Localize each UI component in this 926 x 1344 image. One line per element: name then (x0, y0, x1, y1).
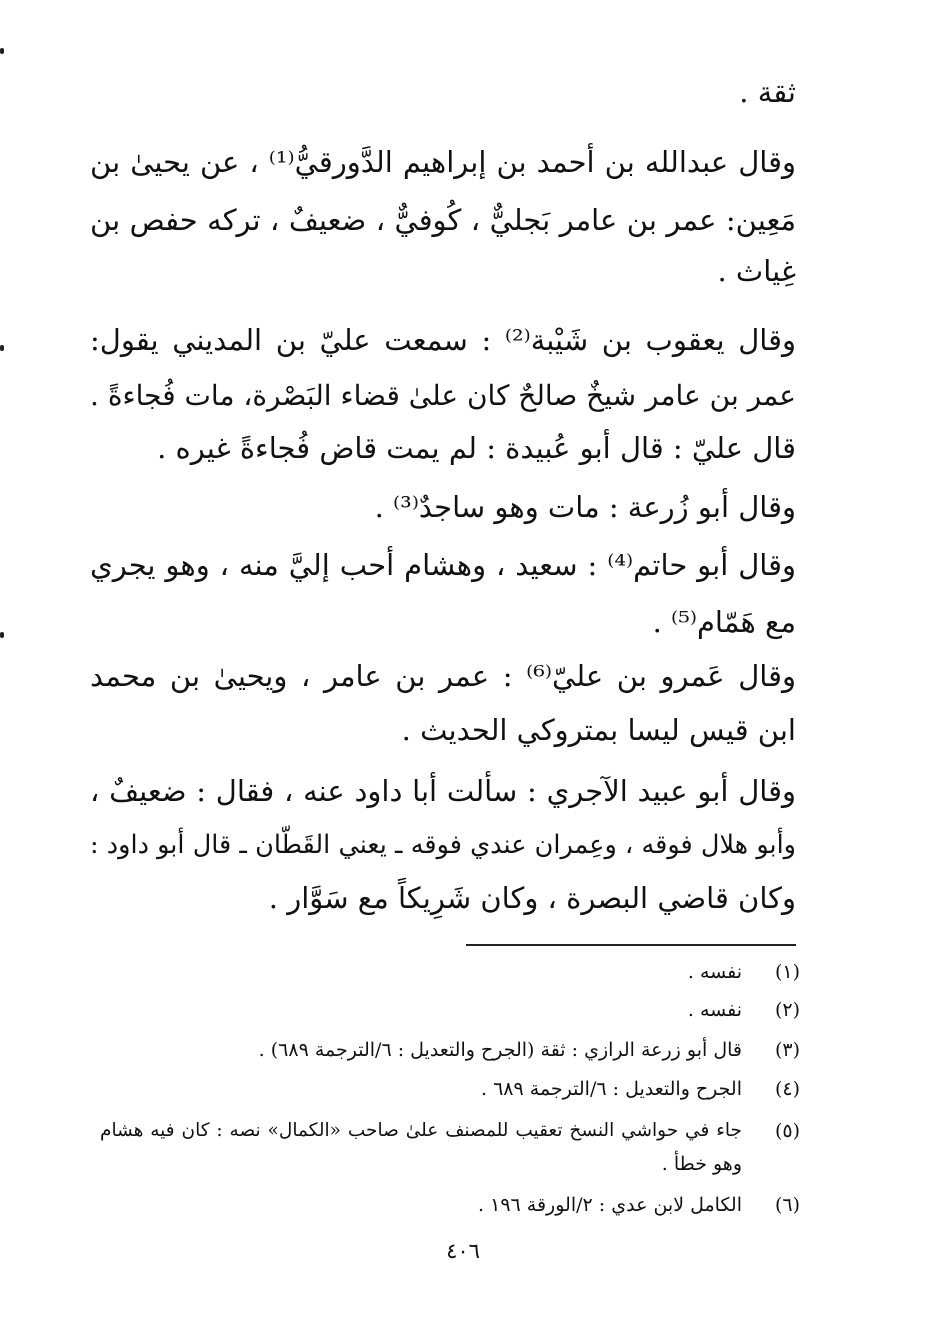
text-line: وأبو هلال فوقه ، وعِمران عندي فوقه ـ يعني القَطّان ـ قال أبو داود : (90, 830, 796, 860)
text-line: وقال أبو عبيد الآجري : سألت أبا داود عنه ، فقال : ضعيفٌ ، (90, 774, 796, 808)
footnote-text: نفسه . (687, 999, 742, 1021)
footnote-number: (١) (774, 961, 800, 983)
text-line: ثقة . (739, 75, 796, 109)
footnote-number: (٤) (774, 1078, 800, 1100)
text-line: مَعِين: عمر بن عامر بَجليٌّ ، كُوفيٌّ ، ضعيفٌ ، تركه حفص بن (90, 203, 796, 237)
footnote-number: (٢) (774, 999, 800, 1021)
footnote-text: نفسه . (687, 961, 742, 983)
text-line: وكان قاضي البصرة ، وكان شَرِيكاً مع سَوَّار . (268, 881, 796, 915)
text-line: مع هَمّام⁽⁵⁾ . (652, 605, 796, 639)
footnote-number: (٦) (774, 1194, 800, 1216)
text-line: وقال يعقوب بن شَيْبة⁽²⁾ : سمعت عليّ بن المديني يقول: (90, 323, 796, 357)
text-line: قال عليّ : قال أبو عُبيدة : لم يمت قاض فُجاءةً غيره . (157, 431, 796, 465)
footnote-text: جاء في حواشي النسخ تعقيب للمصنف علىٰ صاحب «الكمال» نصه : كان فيه هشام (100, 1120, 742, 1141)
footnote-number: (٥) (774, 1120, 800, 1142)
page-number: ٤٠٦ (446, 1239, 480, 1263)
text-line: وقال عبدالله بن أحمد بن إبراهيم الدَّورقيُّ⁽¹⁾ ، عن يحيىٰ بن (90, 145, 796, 179)
scan-mark (0, 632, 4, 638)
footnote-number: (٣) (774, 1039, 800, 1061)
scan-mark (0, 48, 4, 54)
footnote-text: وهو خطأ . (661, 1153, 742, 1175)
text-line: غِياث . (717, 254, 796, 288)
text-line: وقال عَمرو بن عليّ⁽⁶⁾ : عمر بن عامر ، ويحيىٰ بن محمد (90, 659, 796, 693)
text-line: وقال أبو حاتم⁽⁴⁾ : سعيد ، وهشام أحب إليَّ منه ، وهو يجري (90, 548, 796, 582)
footnote-text: الكامل لابن عدي : ٢/الورقة ١٩٦ . (478, 1194, 742, 1216)
footnote-text: الجرح والتعديل : ٦/الترجمة ٦٨٩ . (481, 1078, 742, 1100)
text-line: عمر بن عامر شيخٌ صالحٌ كان علىٰ قضاء البَصْرة، مات فُجاءةً . (90, 379, 796, 412)
footnote-separator (466, 944, 796, 946)
text-line: وقال أبو زُرعة : مات وهو ساجدٌ⁽³⁾ . (374, 490, 796, 524)
text-line: ابن قيس ليسا بمتروكي الحديث . (401, 713, 796, 747)
footnote-text: قال أبو زرعة الرازي : ثقة (الجرح والتعديل : ٦/الترجمة ٦٨٩) . (258, 1039, 742, 1061)
scan-mark (0, 345, 4, 351)
